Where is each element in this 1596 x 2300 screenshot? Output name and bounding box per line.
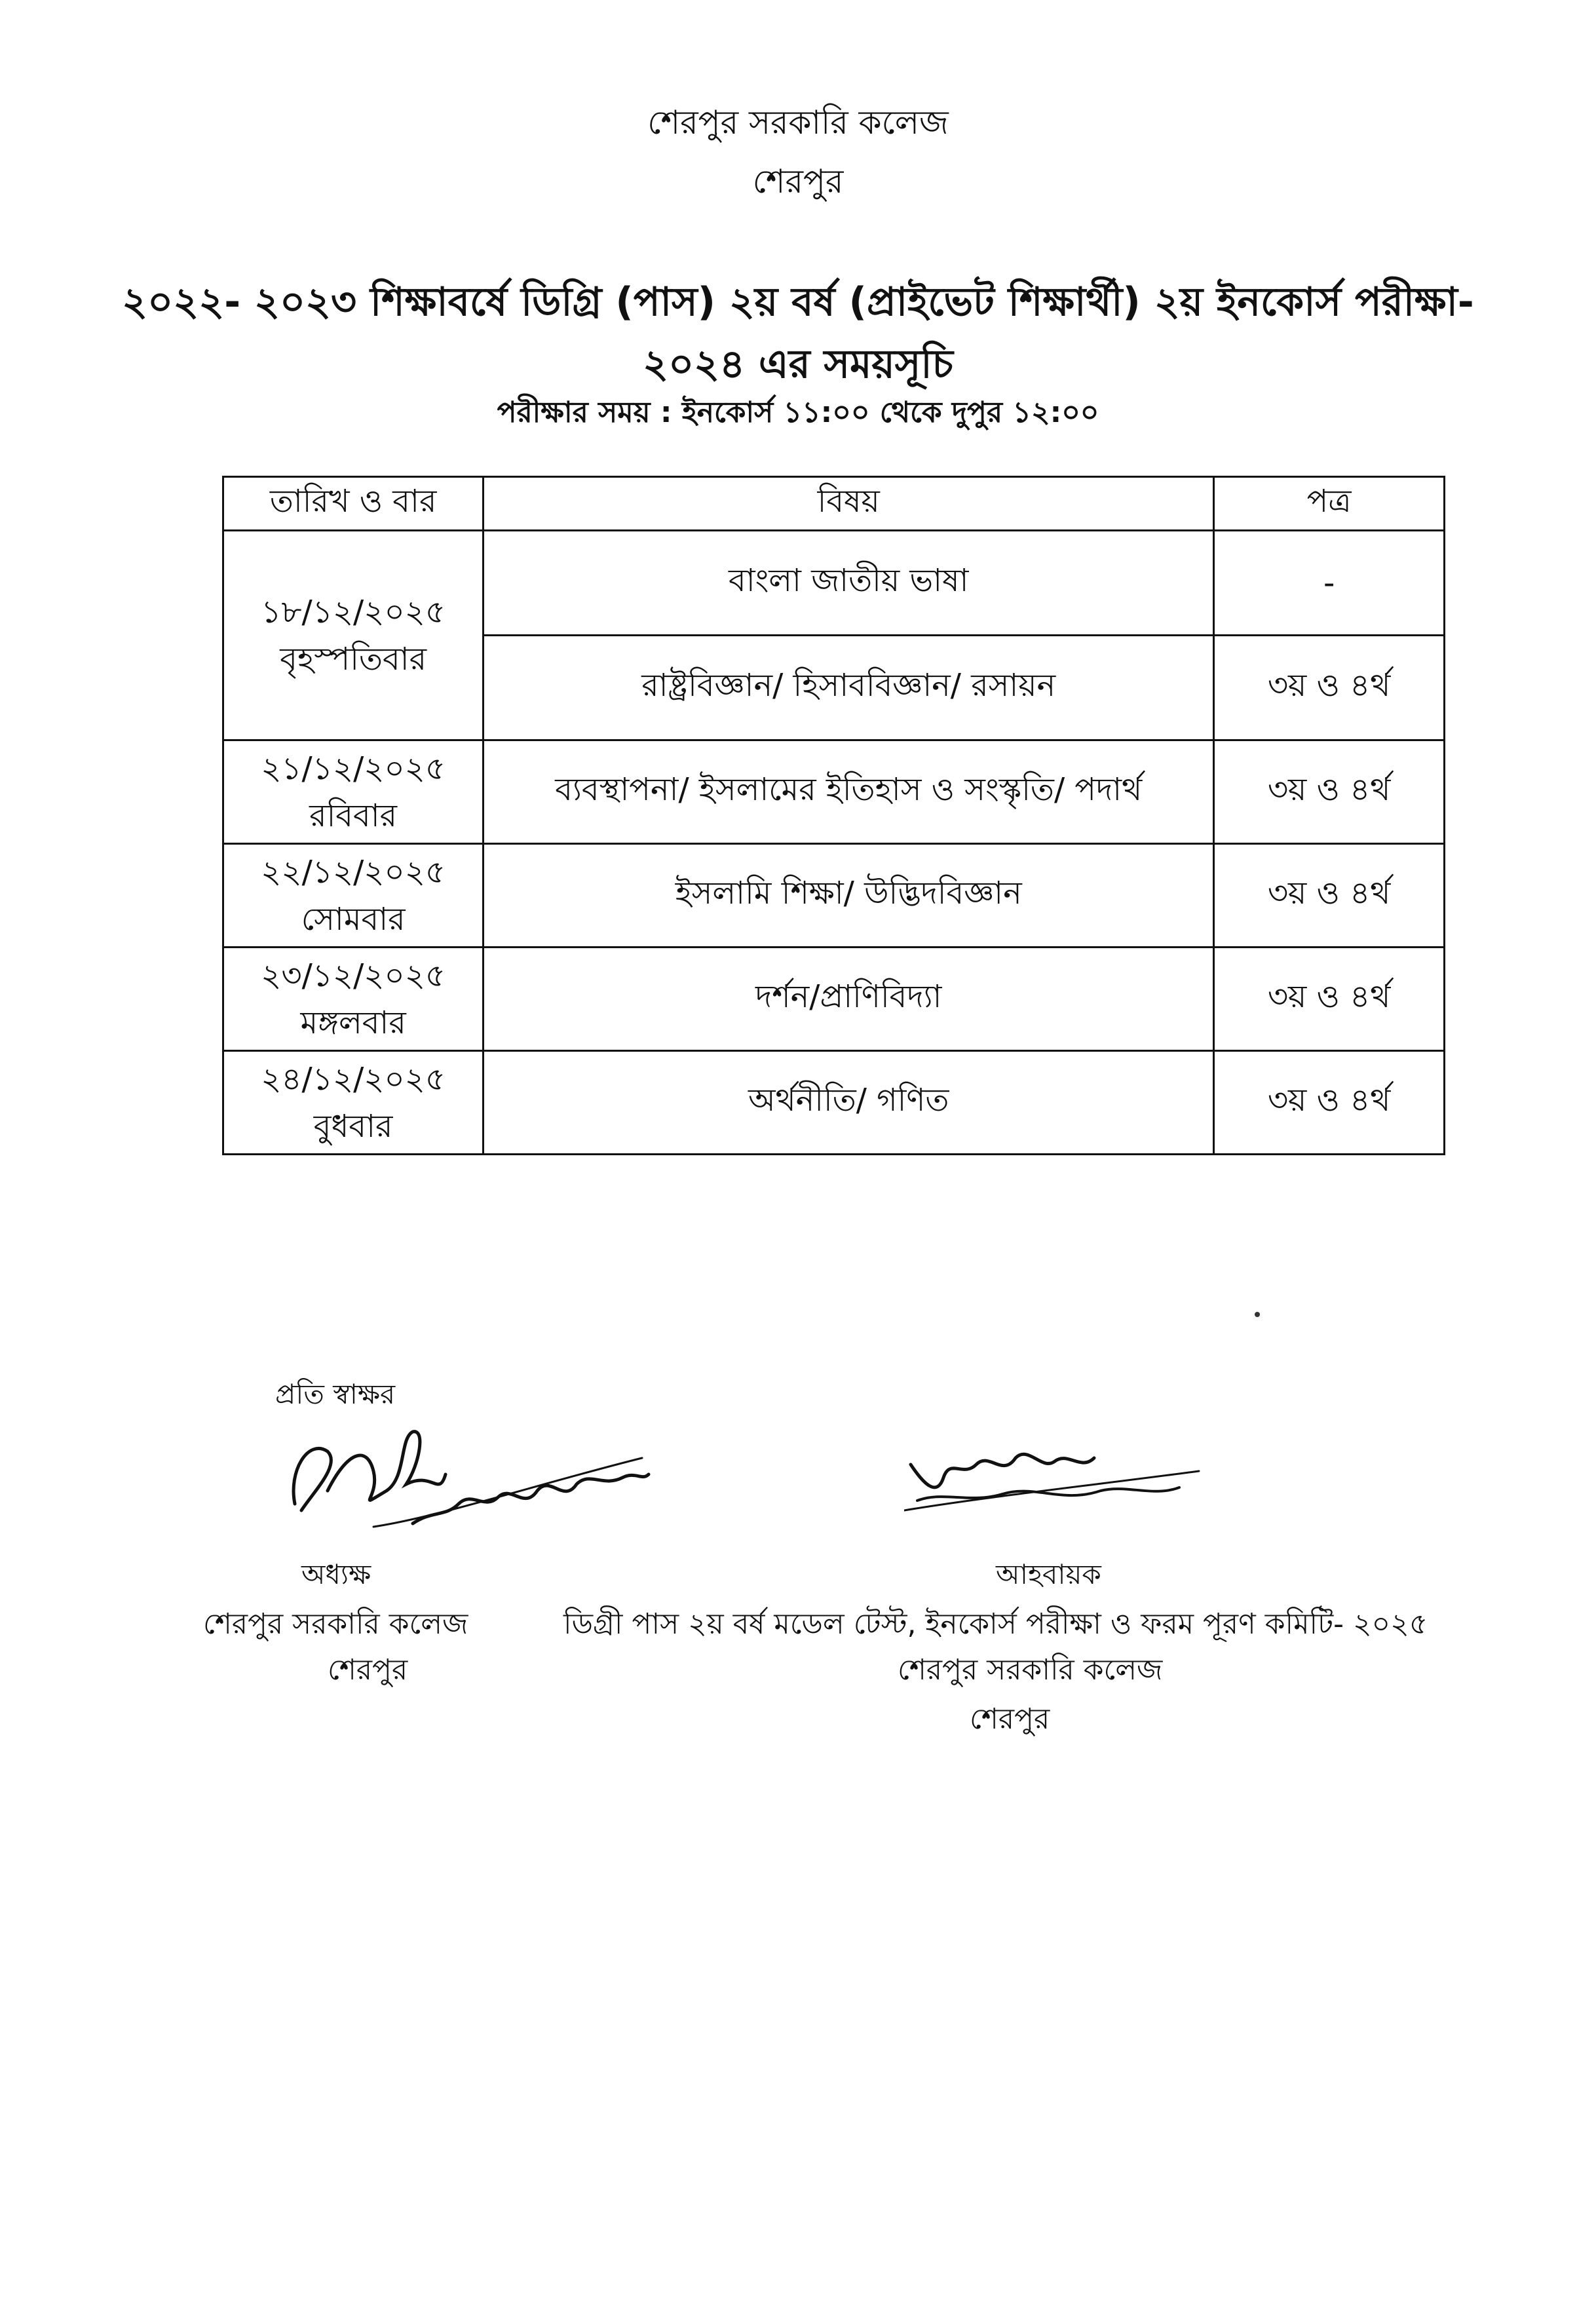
table-row: [223, 740, 1445, 844]
principal-college: শেরপুর সরকারি কলেজ: [203, 1607, 468, 1641]
town-name: শেরপুর: [752, 163, 844, 201]
paper-cell: -: [1214, 531, 1445, 636]
convener-title: আহবায়ক: [996, 1558, 1101, 1590]
committee-name: ডিগ্রী পাস ২য় বর্ষ মডেল টেস্ট, ইনকোর্স পরীক্ষা ও ফরম পূরণ কমিটি- ২০২৫: [563, 1607, 1428, 1641]
date-cell: [223, 740, 484, 844]
date-cell: [223, 1051, 484, 1155]
principal-title: অধ্যক্ষ: [301, 1558, 371, 1590]
header-subject: বিষয়: [484, 477, 1214, 531]
college-name: শেরপুর সরকারি কলেজ: [647, 104, 949, 142]
header-paper: পত্র: [1214, 477, 1445, 531]
exam-schedule-table: [222, 476, 1445, 1155]
notice-title-line-1: ২০২২- ২০২৩ শিক্ষাবর্ষে ডিগ্রি (পাস) ২য় বর্ষ (প্রাইভেট শিক্ষার্থী) ২য় ইনকোর্স পরীক্ষা-: [122, 279, 1474, 325]
date-cell: [223, 531, 484, 740]
exam-day: সোমবার: [301, 900, 406, 938]
exam-day: বুধবার: [313, 1107, 393, 1145]
paper-cell: ৩য় ও ৪র্থ: [1214, 948, 1445, 1051]
exam-time: পরীক্ষার সময় : ইনকোর্স ১১:০০ থেকে দুপুর ১২:০০: [497, 396, 1099, 429]
subject-cell: বাংলা জাতীয় ভাষা: [484, 531, 1214, 636]
exam-date: ২৩/১২/২০২৫: [261, 957, 446, 994]
paper-cell: ৩য় ও ৪র্থ: [1214, 740, 1445, 844]
header-date: তারিখ ও বার: [223, 477, 484, 531]
table-row: [223, 948, 1445, 1051]
table-row: [223, 1051, 1445, 1155]
convener-signature: [904, 1438, 1206, 1537]
subject-cell: রাষ্ট্রবিজ্ঞান/ হিসাববিজ্ঞান/ রসায়ন: [484, 636, 1214, 740]
principal-town: শেরপুর: [328, 1653, 408, 1687]
subject-cell: ইসলামি শিক্ষা/ উদ্ভিদবিজ্ঞান: [484, 844, 1214, 948]
ink-speck: [1255, 1312, 1260, 1317]
date-cell: [223, 844, 484, 948]
subject-cell: দর্শন/প্রাণিবিদ্যা: [484, 948, 1214, 1051]
exam-day: বৃহস্পতিবার: [280, 640, 427, 678]
notice-title-line-2: ২০২৪ এর সময়সূচি: [643, 341, 953, 387]
subject-cell: অর্থনীতি/ গণিত: [484, 1051, 1214, 1155]
table-row: [223, 844, 1445, 948]
exam-date: ১৮/১২/২০২৫: [261, 593, 446, 630]
paper-cell: ৩য় ও ৪র্থ: [1214, 1051, 1445, 1155]
countersign-label: প্রতি স্বাক্ষর: [275, 1378, 396, 1410]
date-cell: [223, 948, 484, 1051]
exam-date: ২৪/১২/২০২৫: [261, 1060, 446, 1098]
convener-college: শেরপুর সরকারি কলেজ: [898, 1653, 1163, 1687]
exam-day: রবিবার: [309, 797, 398, 834]
exam-date: ২১/১২/২০২৫: [261, 750, 446, 787]
exam-date: ২২/১২/২০২৫: [261, 853, 446, 891]
paper-cell: ৩য় ও ৪র্থ: [1214, 636, 1445, 740]
subject-cell: ব্যবস্থাপনা/ ইসলামের ইতিহাস ও সংস্কৃতি/ পদার্থ: [484, 740, 1214, 844]
exam-day: মঙ্গলবার: [300, 1004, 406, 1041]
table-header-row: [223, 477, 1445, 531]
principal-signature: [275, 1412, 655, 1543]
paper-cell: ৩য় ও ৪র্থ: [1214, 844, 1445, 948]
convener-town: শেরপুর: [970, 1702, 1050, 1736]
table-row: [223, 531, 1445, 636]
